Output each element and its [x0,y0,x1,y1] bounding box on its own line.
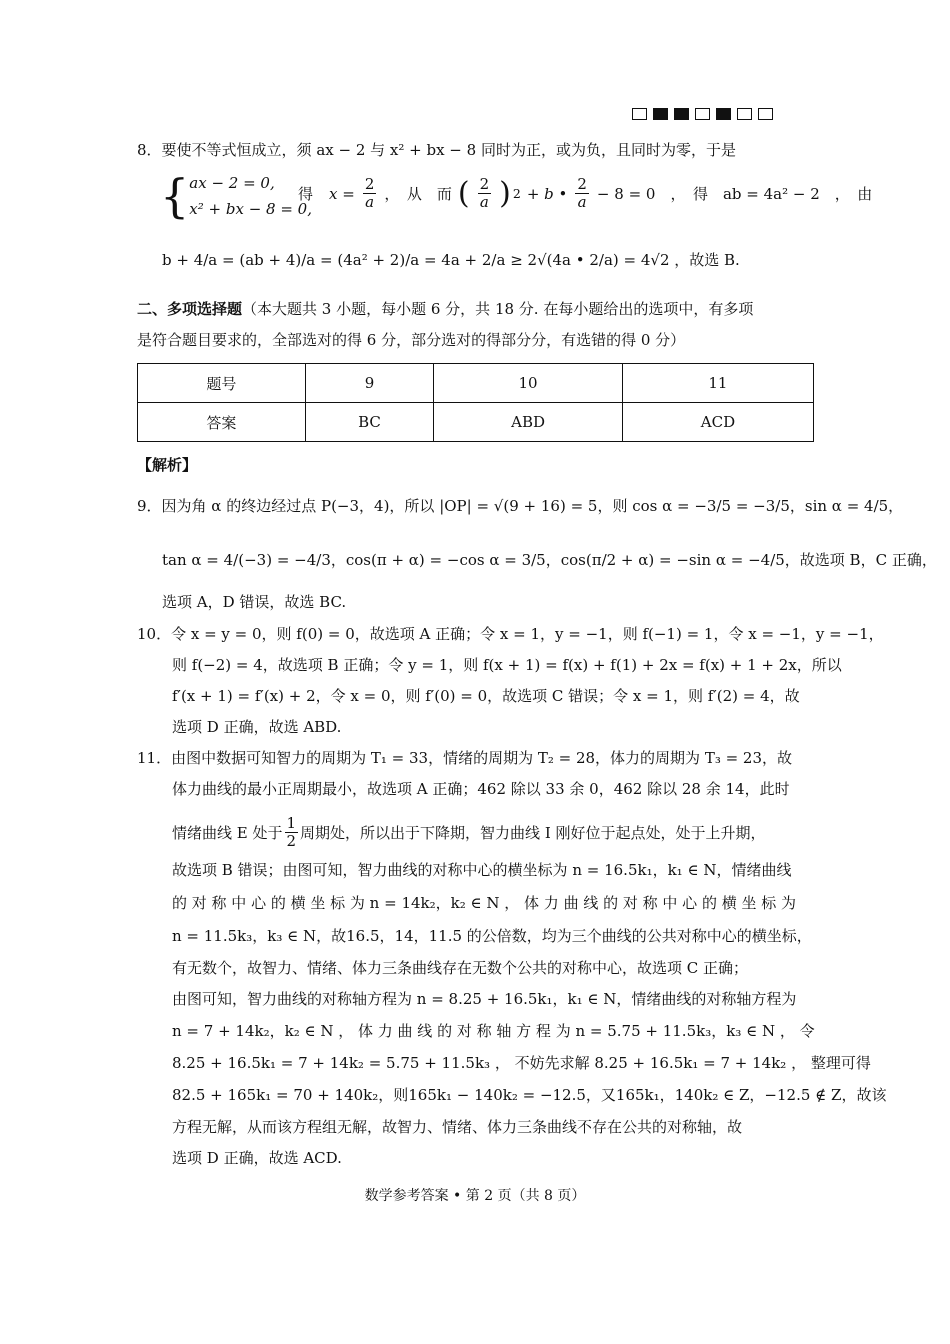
frac-num: 2 [479,175,490,193]
section2-line1 [137,297,753,321]
frac-den: a [479,193,489,211]
frac-den: a [365,193,375,211]
table-cell: BC [305,403,434,442]
frac-num: 2 [364,175,375,193]
q10-line3: f′(x + 1) = f′(x) + 2，令 x = 0，则 f′(0) = 0，故选项 C 错误；令 x = 1，则 f′(2) = 4，故 [172,687,800,705]
table-row [138,403,814,442]
section2-title: 二、多项选择题 [137,300,243,318]
mark-box [632,108,647,120]
q8-system-eq2: x² + bx − 8 = 0, [189,200,312,218]
q11-line2: 体力曲线的最小正周期最小，故选项 A 正确；462 除以 33 余 0，462 除以 28 余 14，此时 [172,780,790,798]
q11-line12: 方程无解，从而该方程组无解，故智力、情绪、体力三条曲线不存在公共的对称轴，故 [172,1118,743,1136]
table-cell: 题号 [138,364,306,403]
table-cell: 答案 [138,403,306,442]
paren: ( [457,176,470,211]
brace-symbol: { [160,169,190,223]
jiexi-heading: 【解析】 [137,456,198,474]
section2-line2: 是符合题目要求的，全部选对的得 6 分，部分选对的得部分分，有选错的得 0 分） [137,331,686,349]
q11-line4: 故选项 B 错误；由图可知，智力曲线的对称中心的横坐标为 n = 16.5k₁，k₁ ∈ N，情绪曲线 [172,861,792,879]
q11-line3 [172,815,766,850]
q8-l2-c: ， 从 而 [384,185,452,203]
q8-system-eq1: ax − 2 = 0, [189,174,275,192]
q11-line1: 11．由图中数据可知智力的周期为 T₁ = 33，情绪的周期为 T₂ = 28，体力的周期为 T₃ = 23，故 [137,749,793,767]
q8-l2-e: − 8 = 0 ， 得 ab = 4a² − 2 ， 由 [596,185,873,203]
q11-line8: 由图可知，智力曲线的对称轴方程为 n = 8.25 + 16.5k₁，k₁ ∈ N，情绪曲线的对称轴方程为 [172,990,797,1008]
frac-den: a [577,193,587,211]
mark-box [716,108,731,120]
q9-line2: tan α = 4/(−3) = −4/3，cos(π + α) = −cos α = 3/5，cos(π/2 + α) = −sin α = −4/5，故选项 B，C 正确， [162,551,937,569]
q8-line1: 8．要使不等式恒成立，须 ax − 2 与 x² + bx − 8 同时为正，或为负，且同时为零，于是 [137,141,736,159]
q11-l3b: 周期处，所以出于下降期，智力曲线 I 刚好位于起点处，处于上升期， [300,823,766,842]
q11-line10: 8.25 + 16.5k₁ = 7 + 14k₂ = 5.75 + 11.5k₃ ， 不妨先求解 8.25 + 16.5k₁ = 7 + 14k₂ ， 整理可得 [172,1054,871,1072]
mark-box [653,108,668,120]
mark-box [674,108,689,120]
q8-line3: b + 4/a = (ab + 4)/a = (4a² + 2)/a = 4a + 2/a ≥ 2√(4a • 2/a) = 4√2 ，故选 B. [162,251,740,269]
q10-line4: 选项 D 正确，故选 ABD. [172,718,342,736]
q8-l2-a: 得 [298,185,314,203]
paren: ) [499,176,511,211]
table-cell: ACD [622,403,813,442]
q10-line1: 10．令 x = y = 0，则 f(0) = 0，故选项 A 正确；令 x = 1，y = −1，则 f(−1) = 1，令 x = −1，y = −1， [137,625,884,643]
table-cell: 10 [434,364,623,403]
answer-table [137,363,814,442]
q11-line6: n = 11.5k₃，k₃ ∈ N，故16.5，14，11.5 的公倍数，均为三个曲线的公共对称中心的横坐标， [172,927,812,945]
q10-line2: 则 f(−2) = 4，故选项 B 正确；令 y = 1，则 f(x + 1) = f(x) + f(1) + 2x = f(x) + 1 + 2x，所以 [172,656,842,674]
section2-desc1: （本大题共 3 小题，每小题 6 分，共 18 分. 在每小题给出的选项中，有多项 [242,300,754,318]
q11-line7: 有无数个，故智力、情绪、体力三条曲线存在无数个公共的对称中心，故选项 C 正确； [172,959,749,977]
q9-line1: 9．因为角 α 的终边经过点 P(−3，4)，所以 |OP| = √(9 + 16) = 5，则 cos α = −3/5 = −3/5，sin α = 4/5， [137,497,904,515]
frac-den: 2 [286,832,297,850]
frac-num: 2 [577,175,587,193]
table-row [138,364,814,403]
q11-line5: 的 对 称 中 心 的 横 坐 标 为 n = 14k₂，k₂ ∈ N ， 体 力 曲 线 的 对 称 中 心 的 横 坐 标 为 [172,894,797,912]
q8-l2-b: x = [329,184,355,203]
q11-line13: 选项 D 正确，故选 ACD. [172,1149,342,1167]
q11-line9: n = 7 + 14k₂，k₂ ∈ N ， 体 力 曲 线 的 对 称 轴 方 程 为 n = 5.75 + 11.5k₃，k₃ ∈ N ， 令 [172,1022,815,1040]
mark-box [695,108,710,120]
frac-num: 1 [286,814,297,832]
q9-line3: 选项 A，D 错误，故选 BC. [162,593,347,611]
q8-l2-d: + b • [526,184,568,203]
fraction [478,176,492,211]
fraction [575,176,589,211]
table-cell: ABD [434,403,623,442]
mark-box [758,108,773,120]
q11-l3a: 情绪曲线 E 处于 [172,823,283,842]
table-cell: 11 [622,364,813,403]
q8-line2: 得 x = $\frac{2}{a}$ ， 从 而 ( $\frac{2}{a}$ ) 2 + b • $\frac{2}{a}$ − 8 = 0 ， 得 ab = 4a² − 2 ， 由 [298,175,873,211]
fraction [363,176,377,211]
mark-box [737,108,752,120]
q11-line11: 82.5 + 165k₁ = 70 + 140k₂，则165k₁ − 140k₂ = −12.5，又165k₁，140k₂ ∈ Z，−12.5 ∉ Z，故该 [172,1086,887,1104]
q8-system [160,170,312,222]
table-cell: 9 [305,364,434,403]
header-marks [632,108,773,120]
page-footer: 数学参考答案 • 第 2 页（共 8 页） [364,1188,586,1204]
fraction [285,815,299,850]
